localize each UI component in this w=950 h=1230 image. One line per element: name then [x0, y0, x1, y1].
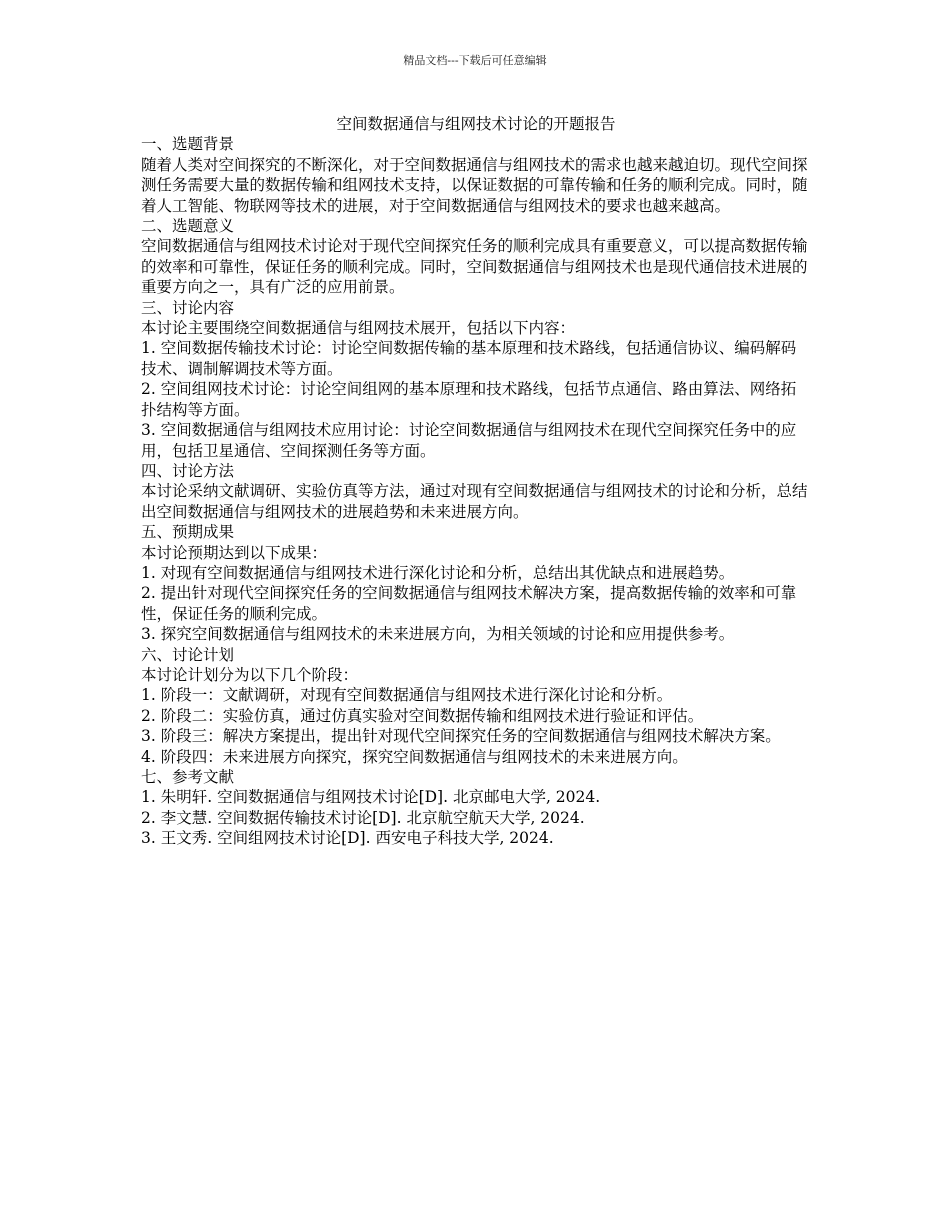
content-list-item: 3. 空间数据通信与组网技术应用讨论：讨论空间数据通信与组网技术在现代空间探究任务中的应用，包括卫星通信、空间探测任务等方面。	[141, 421, 797, 460]
section-paragraph-significance: 空间数据通信与组网技术讨论对于现代空间探究任务的顺利完成具有重要意义，可以提高数据传输的效率和可靠性，保证任务的顺利完成。同时，空间数据通信与组网技术也是现代通信技术进展的重要方向之一，具有广泛的应用前景。	[141, 237, 808, 297]
results-list-item: 3. 探究空间数据通信与组网技术的未来进展方向，为相关领域的讨论和应用提供参考。	[141, 625, 735, 644]
plan-list-item: 1. 阶段一：文献调研，对现有空间数据通信与组网技术进行深化讨论和分析。	[141, 686, 673, 705]
section-intro-plan: 本讨论计划分为以下几个阶段：	[141, 665, 359, 684]
document-body	[141, 114, 811, 849]
reference-item: 2. 李文慧. 空间数据传输技术讨论[D]. 北京航空航天大学, 2024.	[141, 808, 585, 827]
plan-list-item: 3. 阶段三：解决方案提出，提出针对现代空间探究任务的空间数据通信与组网技术解决方案。	[141, 727, 781, 746]
results-list-item: 1. 对现有空间数据通信与组网技术进行深化讨论和分析，总结出其优缺点和进展趋势。	[141, 563, 735, 582]
section-heading-results: 五、预期成果	[141, 523, 235, 542]
section-paragraph-background: 随着人类对空间探究的不断深化，对于空间数据通信与组网技术的需求也越来越迫切。现代空间探测任务需要大量的数据传输和组网技术支持，以保证数据的可靠传输和任务的顺利完成。同时，随着人工智能、物联网等技术的进展，对于空间数据通信与组网技术的要求也越来越高。	[141, 155, 808, 215]
section-intro-results: 本讨论预期达到以下成果：	[141, 543, 328, 562]
section-intro-content: 本讨论主要围绕空间数据通信与组网技术展开，包括以下内容：	[141, 319, 576, 338]
section-heading-content: 三、讨论内容	[141, 298, 235, 317]
content-list-item: 2. 空间组网技术讨论：讨论空间组网的基本原理和技术路线，包括节点通信、路由算法、网络拓扑结构等方面。	[141, 380, 797, 419]
page-header: 精品文档---下载后可任意编辑	[403, 54, 547, 67]
plan-list-item: 4. 阶段四：未来进展方向探究，探究空间数据通信与组网技术的未来进展方向。	[141, 747, 688, 766]
section-heading-references: 七、参考文献	[141, 768, 235, 786]
document-title: 空间数据通信与组网技术讨论的开题报告	[336, 115, 616, 133]
reference-item: 3. 王文秀. 空间组网技术讨论[D]. 西安电子科技大学, 2024.	[141, 829, 554, 848]
section-heading-method: 四、讨论方法	[141, 461, 235, 480]
plan-list-item: 2. 阶段二：实验仿真，通过仿真实验对空间数据传输和组网技术进行验证和评估。	[141, 706, 704, 725]
section-heading-significance: 二、选题意义	[141, 217, 235, 236]
section-heading-plan: 六、讨论计划	[141, 645, 235, 664]
content-list-item: 1. 空间数据传输技术讨论：讨论空间数据传输的基本原理和技术路线，包括通信协议、编码解码技术、调制解调技术等方面。	[141, 339, 797, 378]
reference-item: 1. 朱明轩. 空间数据通信与组网技术讨论[D]. 北京邮电大学, 2024.	[141, 788, 601, 807]
section-heading-background: 一、选题背景	[141, 135, 235, 154]
results-list-item: 2. 提出针对现代空间探究任务的空间数据通信与组网技术解决方案，提高数据传输的效率和可靠性，保证任务的顺利完成。	[141, 584, 797, 623]
section-paragraph-method: 本讨论采纳文献调研、实验仿真等方法，通过对现有空间数据通信与组网技术的讨论和分析，总结出空间数据通信与组网技术的进展趋势和未来进展方向。	[141, 482, 808, 521]
